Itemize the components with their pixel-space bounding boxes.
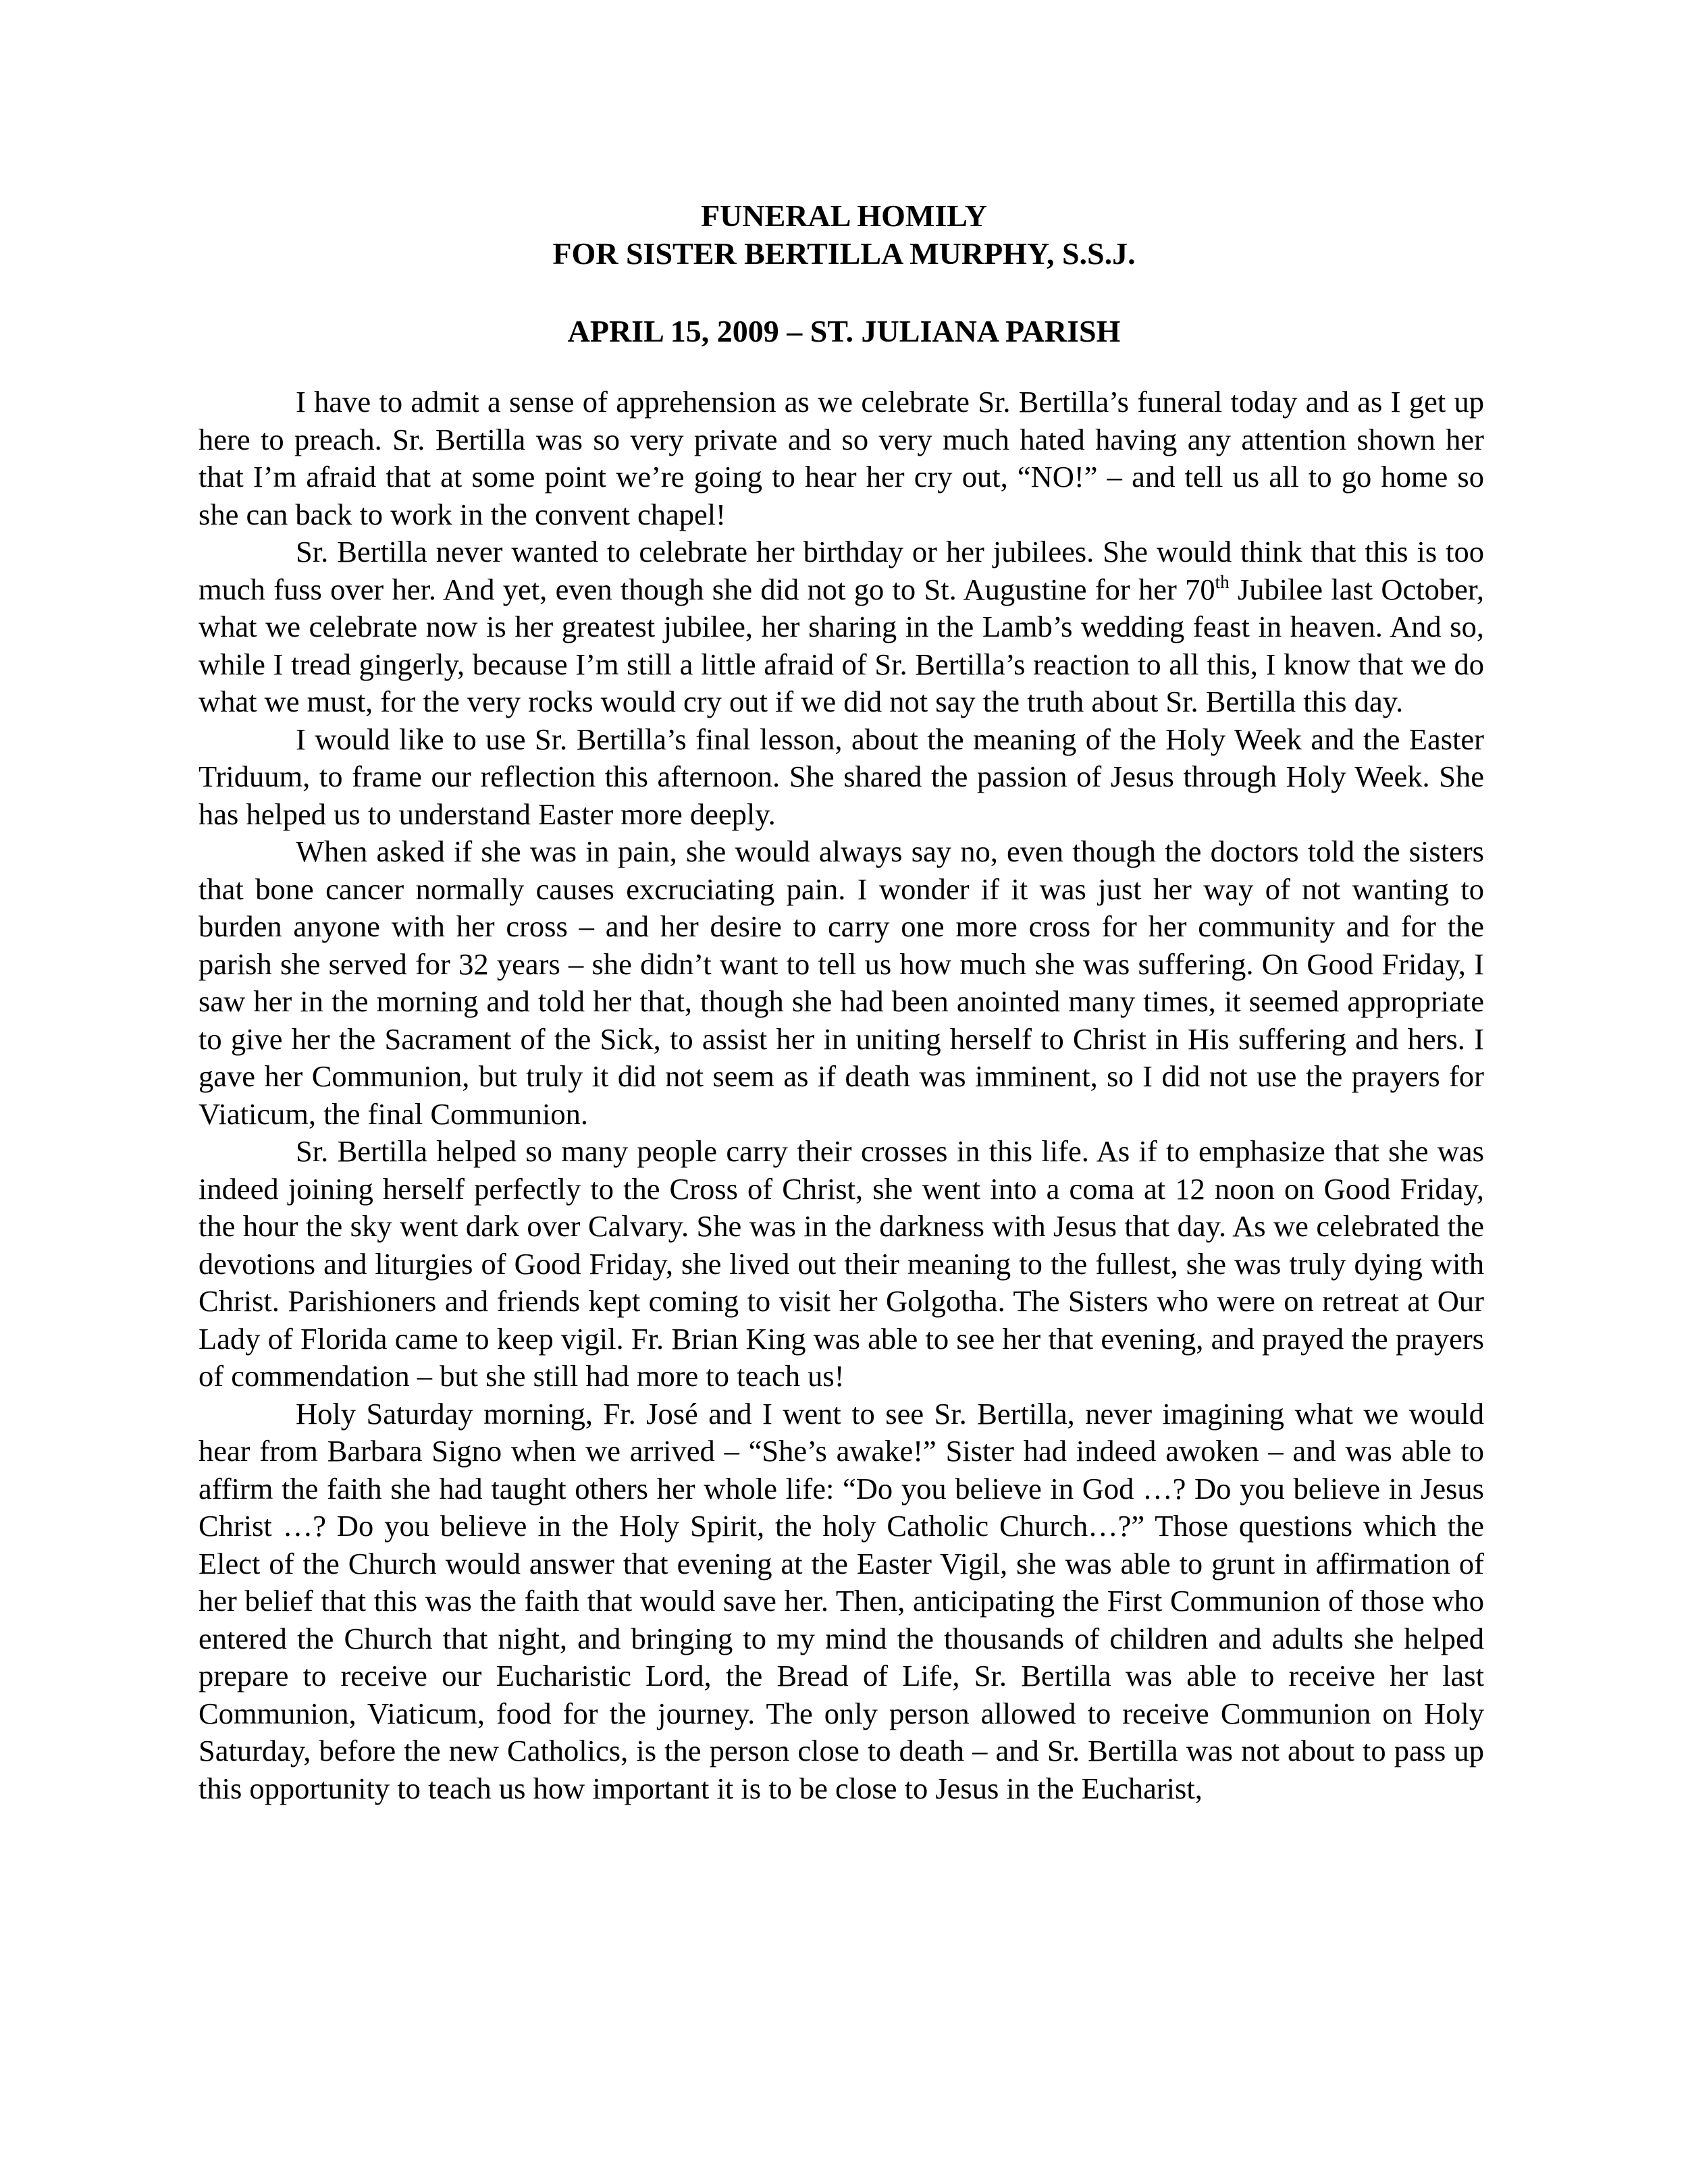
paragraph-4: When asked if she was in pain, she would always say no, even though the doctors told the sisters that bone cancer normally causes excruciating pain. I wonder if it was just her way of not wanting to burden anyone with her cross – and her desire to carry one more cross for her community and for the parish she served for 32 years – she didn’t want to tell us how much she was suffering. On Good Friday, I saw her in the morning and told her that, though she had been anointed many times, it seemed appropriate to give her the Sacrament of the Sick, to assist her in uniting herself to Christ in His suffering and hers. I gave her Communion, but truly it did not seem as if death was imminent, so I did not use the prayers for Viaticum, the final Communion. (199, 834, 1484, 1131)
paragraph-1: I have to admit a sense of apprehension as we celebrate Sr. Bertilla’s funeral today and as I get up here to preach. Sr. Bertilla was so very private and so very much hated having any attention shown her that I’m afraid that at some point we’re going to hear her cry out, “NO!” – and tell us all to go home so she can back to work in the convent chapel! (199, 385, 1484, 531)
paragraph-2-text-b: Jubilee last October, what we celebrate now is her greatest jubilee, her sharing in the Lamb’s wedding feast in heaven. And so, while I tread gingerly, because I’m still a little afraid of Sr. Bertilla’s reaction to all this, I know that we do what we must, for the very rocks would cry out if we did not say the truth about Sr. Bertilla this day. (199, 572, 1484, 718)
ordinal-superscript: th (1215, 571, 1230, 592)
paragraph-5: Sr. Bertilla helped so many people carry their crosses in this life. As if to emphasize that she was indeed joining herself perfectly to the Cross of Christ, she went into a coma at 12 noon on Good Friday, the hour the sky went dark over Calvary. She was in the darkness with Jesus that day. As we celebrated the devotions and liturgies of Good Friday, she lived out their meaning to the fullest, she was truly dying with Christ. Parishioners and friends kept coming to visit her Golgotha. The Sisters who were on retreat at Our Lady of Florida came to keep vigil. Fr. Brian King was able to see her that evening, and prayed the prayers of commendation – but she still had more to teach us! (199, 1134, 1484, 1393)
homily-body (199, 383, 1484, 1807)
document-date-line: APRIL 15, 2009 – ST. JULIANA PARISH (567, 314, 1121, 348)
paragraph-3: I would like to use Sr. Bertilla’s final lesson, about the meaning of the Holy Week and the Easter Triduum, to frame our reflection this afternoon. She shared the passion of Jesus through Holy Week. She has helped us to understand Easter more deeply. (199, 722, 1484, 831)
document-title-line-1: FUNERAL HOMILY (701, 198, 987, 233)
paragraph-6: Holy Saturday morning, Fr. José and I went to see Sr. Bertilla, never imagining what we would hear from Barbara Signo when we arrived – “She’s awake!” Sister had indeed awoken – and was able to affirm the faith she had taught others her whole life: “Do you believe in God …? Do you believe in Jesus Christ …? Do you believe in the Holy Spirit, the holy Catholic Church…?” Those questions which the Elect of the Church would answer that evening at the Easter Vigil, she was able to grunt in affirmation of her belief that this was the faith that would save her. Then, anticipating the First Communion of those who entered the Church that night, and bringing to my mind the thousands of children and adults she helped prepare to receive our Eucharistic Lord, the Bread of Life, Sr. Bertilla was able to receive her last Communion, Viaticum, food for the journey. The only person allowed to receive Communion on Holy Saturday, before the new Catholics, is the person close to death – and Sr. Bertilla was not about to pass up this opportunity to teach us how important it is to be close to Jesus in the Eucharist, (199, 1396, 1484, 1805)
paragraph-2 (199, 533, 1484, 721)
document-title-line-2: FOR SISTER BERTILLA MURPHY, S.S.J. (552, 236, 1136, 271)
paragraph-2-text-a: Sr. Bertilla never wanted to celebrate her birthday or her jubilees. She would think that this is too much fuss over her. And yet, even though she did not go to St. Augustine for her 70 (199, 535, 1484, 606)
